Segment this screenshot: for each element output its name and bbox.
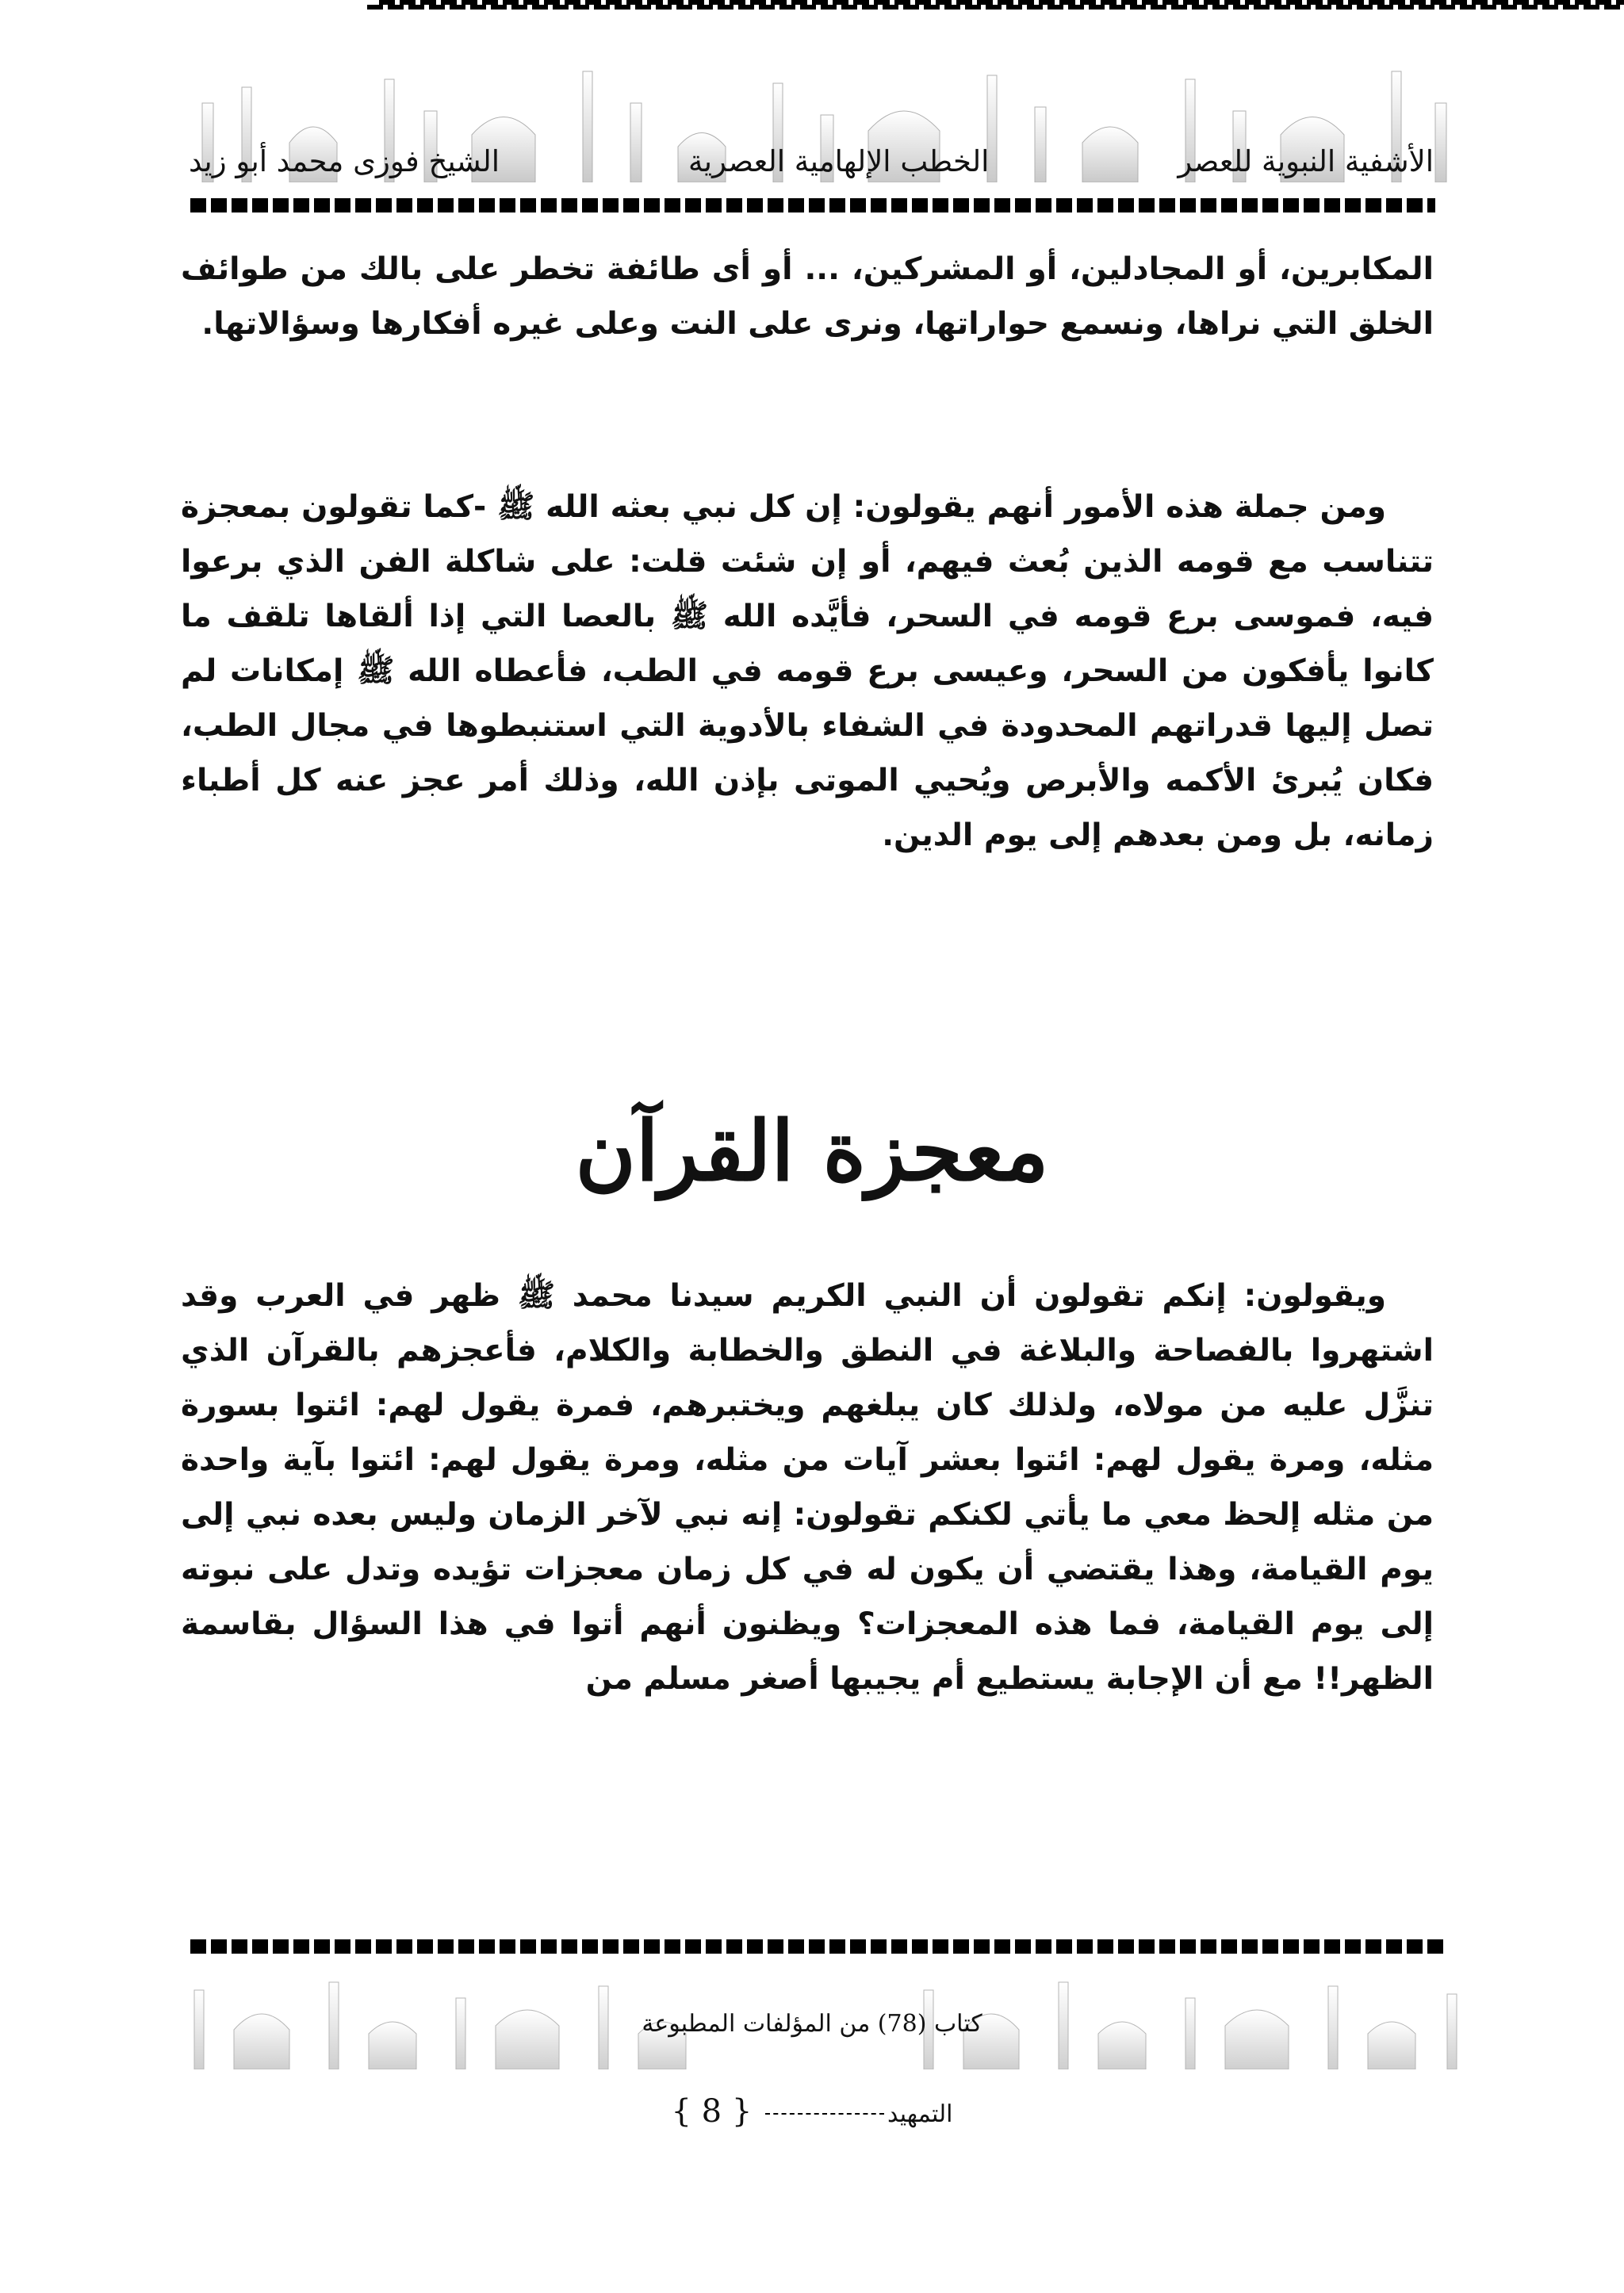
header-author: الشيخ فوزى محمد أبو زيد: [189, 144, 500, 178]
paragraph: ومن جملة هذه الأمور أنهم يقولون: إن كل نبي بعثه الله ﷺ -كما تقولون بمعجزة تتناسب مع قومه الذين بُعث فيهم، أو إن شئت قلت: على شاكلة الفن الذي برعوا فيه، فموسى برع قومه في السحر، فأيَّده الله ﷺ بالعصا التي إذا ألقاها تلقف ما كانوا يأفكون من السحر، وعيسى برع قومه في الطب، فأعطاه الله ﷺ إمكانات لم تصل إليها قدراتهم المحدودة في الشفاء بالأدوية التي استنبطوها في مجال الطب، فكان يُبرئ الأكمه والأبرص ويُحيي الموتى بإذن الله، وذلك أمر عجز عنه كل أطباء زمانه، بل ومن بعدهم إلى يوم الدين.: [181, 489, 1434, 853]
header-series: الخطب الإلهامية العصرية: [688, 144, 990, 178]
paragraph-block-middle: [181, 480, 1434, 863]
paragraph: ويقولون: إنكم تقولون أن النبي الكريم سيدنا محمد ﷺ ظهر في العرب وقد اشتهروا بالفصاحة والبلاغة في النطق والخطابة والكلام، فأعجزهم بالقرآن الذي تنزَّل عليه من مولاه، ولذلك كان يبلغهم ويختبرهم، فمرة يقول لهم: ائتوا بسورة مثله، ومرة يقول لهم: ائتوا بعشر آيات من مثله، ومرة يقول لهم: ائتوا بآية واحدة من مثله إلحظ معي ما يأتي لكنكم تقولون: إنه نبي لآخر الزمان وليس بعده نبي إلى يوم القيامة، وهذا يقتضي أن يكون له في كل زمان معجزات تؤيده وتدل على نبوته إلى يوم القيامة، فما هذه المعجزات؟ ويظنون أنهم أتوا في هذا السؤال بقاسمة الظهر!! مع أن الإجابة يستطيع أم يجيبها أصغر مسلم من: [181, 1278, 1434, 1697]
header-title: الأشفية النبوية للعصر: [1178, 144, 1434, 178]
page-bracket-open: {: [731, 2093, 753, 2130]
page-number: 8: [701, 2093, 722, 2130]
footer-separator: [190, 1939, 1447, 1954]
paragraph: المكابرين، أو المجادلين، أو المشركين، ... أو أى طائفة تخطر على بالك من طوائف الخلق التي نراها، ونسمع حواراتها، ونرى على النت وعلى غيره أفكارها وسؤالاتها.: [181, 251, 1434, 342]
dashed-leader: [765, 2113, 884, 2115]
section-title: معجزة القرآن: [575, 1102, 1049, 1200]
footer-page-line: [0, 2093, 1624, 2130]
paragraph-block-bottom: [181, 1269, 1434, 1706]
header-separator: [190, 198, 1435, 212]
footer-section-label: التمهيد: [887, 2100, 953, 2128]
footer-separator-lower: [367, 5, 1624, 10]
page-bracket-close: }: [671, 2093, 691, 2130]
paragraph-block-top: [181, 242, 1434, 351]
running-header: [189, 144, 1434, 178]
footer-book-info: كتاب (78) من المؤلفات المطبوعة: [642, 2010, 982, 2038]
